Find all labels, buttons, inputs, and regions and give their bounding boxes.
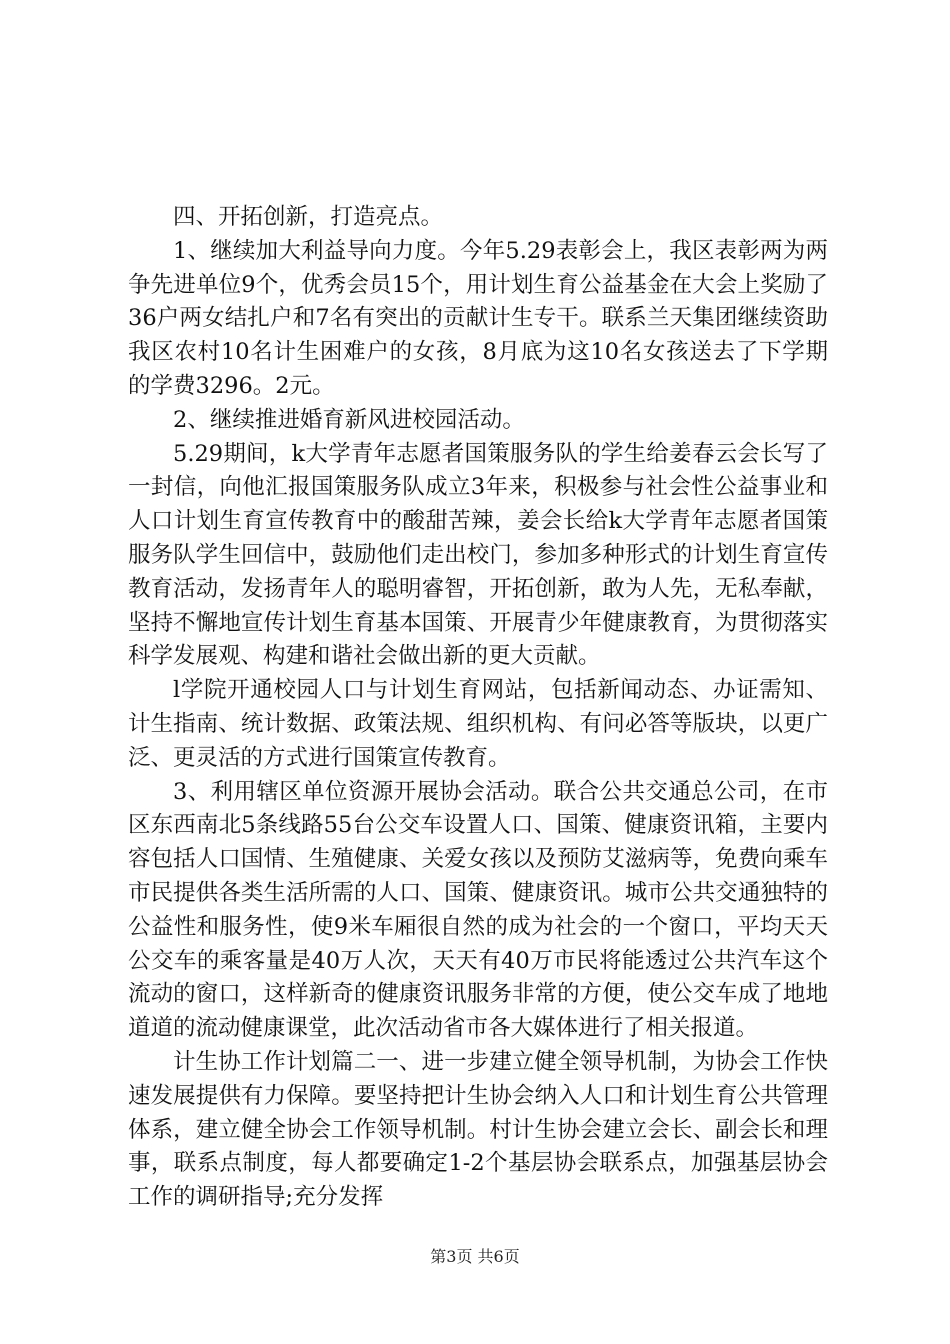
paragraph: 2、继续推进婚育新风进校园活动。: [173, 406, 525, 433]
paragraph: 3、利用辖区单位资源开展协会活动。联合公共交通总公司，在市区东西南北5条线路55台公交车设置人口、国策、健康资讯箱，主要内容包括人口国情、生殖健康、关爱女孩以及预防艾滋病等，免费向乘车市民提供各类生活所需的人口、国策、健康资讯。城市公共交通独特的公益性和服务性，使9米车厢很自然的成为社会的一个窗口，平均天天公交车的乘客量是40万人次，天天有40万市民将能透过公共汽车这个流动的窗口，这样新奇的健康资讯服务非常的方便，使公交车成了地地道道的流动健康课堂，此次活动省市各大媒体进行了相关报道。: [128, 778, 828, 1042]
document-body: [128, 201, 828, 1215]
paragraph: 1、继续加大利益导向力度。今年5.29表彰会上，我区表彰两为两争先进单位9个，优秀会员15个，用计划生育公益基金在大会上奖励了36户两女结扎户和7名有突出的贡献计生专干。联系兰天集团继续资助我区农村10名计生困难户的女孩，8月底为这10名女孩送去了下学期的学费3296。2元。: [128, 237, 828, 399]
paragraph: 5.29期间，k大学青年志愿者国策服务队的学生给姜春云会长写了一封信，向他汇报国策服务队成立3年来，积极参与社会性公益事业和人口计划生育宣传教育中的酸甜苦辣，姜会长给k大学青年志愿者国策服务队学生回信中，鼓励他们走出校门，参加多种形式的计划生育宣传教育活动，发扬青年人的聪明睿智，开拓创新，敢为人先，无私奉献，坚持不懈地宣传计划生育基本国策、开展青少年健康教育，为贯彻落实科学发展观、构建和谐社会做出新的更大贡献。: [128, 440, 828, 670]
paragraph: 计生协工作计划篇二一、进一步建立健全领导机制，为协会工作快速发展提供有力保障。要坚持把计生协会纳入人口和计划生育公共管理体系，建立健全协会工作领导机制。村计生协会建立会长、副会长和理事，联系点制度，每人都要确定1-2个基层协会联系点，加强基层协会工作的调研指导;充分发挥: [128, 1048, 828, 1211]
page-number: 第3页: [430, 1247, 473, 1266]
page-footer: [0, 1244, 950, 1267]
page-total: 共6页: [477, 1247, 520, 1266]
section-heading: 四、开拓创新，打造亮点。: [173, 204, 444, 230]
paragraph: l学院开通校园人口与计划生育网站，包括新闻动态、办证需知、计生指南、统计数据、政策法规、组织机构、有问必答等版块，以更广泛、更灵活的方式进行国策宣传教育。: [128, 677, 828, 771]
